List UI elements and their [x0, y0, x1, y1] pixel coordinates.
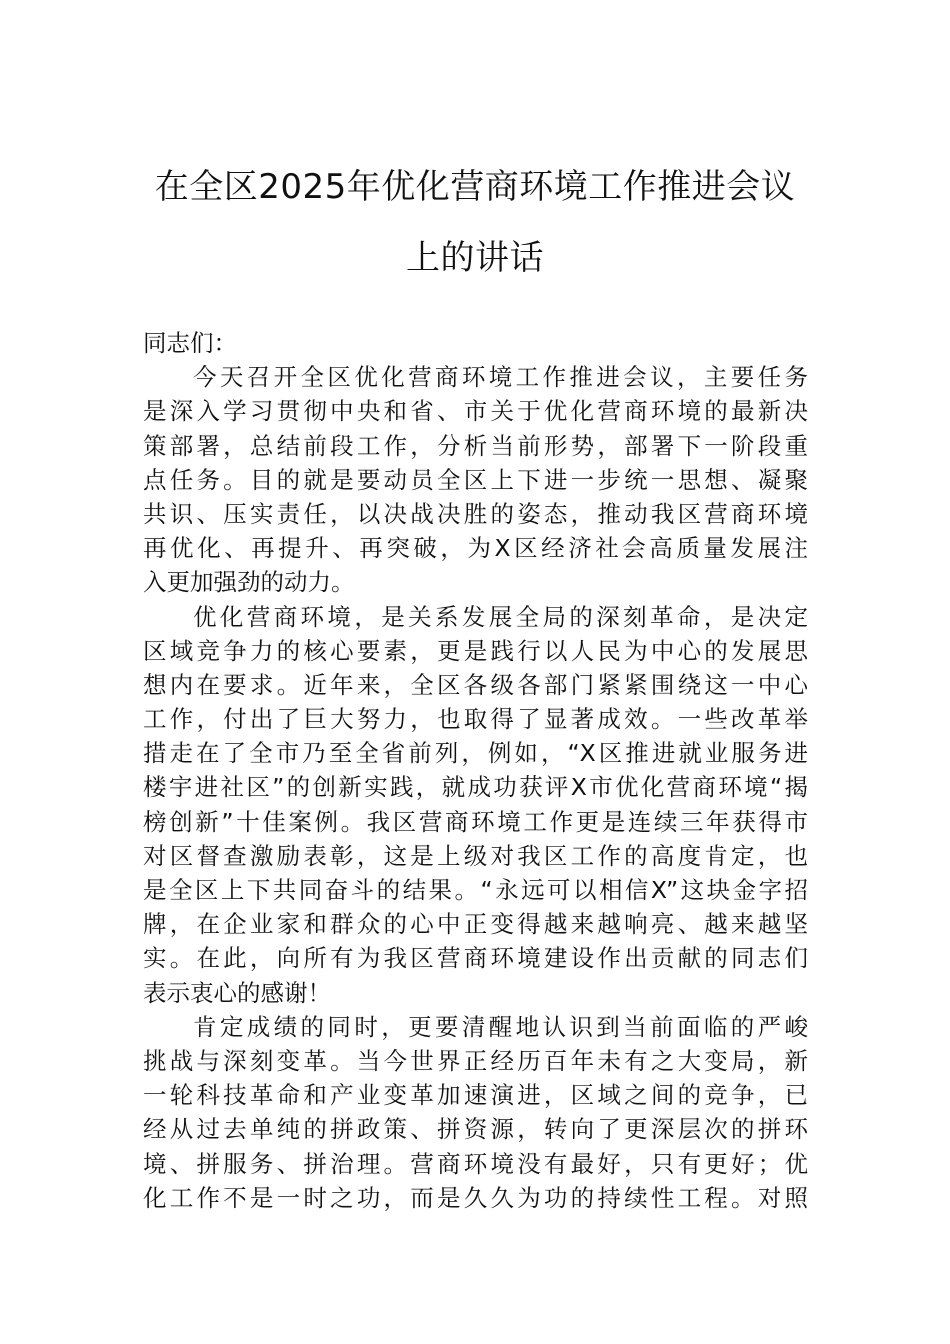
paragraph-2-line: 实。在此，向所有为我区营商环境建设作出贡献的同志们 [143, 944, 808, 973]
paragraph-3-line: 一轮科技革命和产业变革加速演进，区域之间的竞争，已 [143, 1081, 808, 1110]
paragraph-1-line: 再优化、再提升、再突破，为X区经济社会高质量发展注 [143, 534, 808, 563]
paragraph-1-line: 共识、压实责任，以决战决胜的姿态，推动我区营商环境 [143, 499, 808, 528]
paragraph-2-line: 优化营商环境，是关系发展全局的深刻革命，是决定 [193, 602, 808, 631]
paragraph-3-line: 境、拼服务、拼治理。营商环境没有最好，只有更好；优 [143, 1149, 808, 1178]
paragraph-2-line: 表示衷心的感谢！ [143, 978, 331, 1007]
paragraph-2-line: 榜创新”十佳案例。我区营商环境工作更是连续三年获得市 [143, 807, 808, 836]
document-title-line-1: 在全区2025年优化营商环境工作推进会议 [154, 167, 796, 207]
paragraph-1-line: 点任务。目的就是要动员全区上下进一步统一思想、凝聚 [143, 465, 808, 494]
paragraph-2-line: 对区督查激励表彰，这是上级对我区工作的高度肯定，也 [143, 841, 808, 870]
paragraph-2-line: 工作，付出了巨大努力，也取得了显著成效。一些改革举 [143, 705, 808, 734]
paragraph-2-line: 是全区上下共同奋斗的结果。“永远可以相信X”这块金字招 [143, 876, 808, 904]
paragraph-1-line: 是深入学习贯彻中央和省、市关于优化营商环境的最新决 [143, 397, 808, 426]
paragraph-3-line: 肯定成绩的同时，更要清醒地认识到当前面临的严峻 [193, 1012, 808, 1041]
paragraph-2-line: 楼宇进社区”的创新实践，就成功获评X市优化营商环境“揭 [143, 773, 808, 802]
paragraph-2-line: 想内在要求。近年来，全区各级各部门紧紧围绕这一中心 [143, 670, 808, 699]
paragraph-2-line: 区域竞争力的核心要素，更是践行以人民为中心的发展思 [143, 636, 808, 665]
paragraph-1-line: 策部署，总结前段工作，分析当前形势，部署下一阶段重 [143, 431, 808, 460]
paragraph-3-line: 挑战与深刻变革。当今世界正经历百年未有之大变局，新 [143, 1046, 808, 1075]
document-title-line-2: 上的讲话 [406, 238, 544, 278]
paragraph-1-line: 今天召开全区优化营商环境工作推进会议，主要任务 [193, 363, 808, 392]
paragraph-3-line: 经从过去单纯的拼政策、拼资源，转向了更深层次的拼环 [143, 1115, 808, 1144]
speech-body [143, 326, 808, 1215]
paragraph-1-line: 入更加强劲的动力。 [143, 568, 355, 597]
paragraph-2-line: 措走在了全市乃至全省前列，例如，“X区推进就业服务进 [143, 739, 808, 768]
salutation: 同志们： [143, 329, 237, 357]
paragraph-2-line: 牌，在企业家和群众的心中正变得越来越响亮、越来越坚 [143, 910, 808, 939]
paragraph-3-line: 化工作不是一时之功，而是久久为功的持续性工程。对照 [143, 1183, 808, 1212]
